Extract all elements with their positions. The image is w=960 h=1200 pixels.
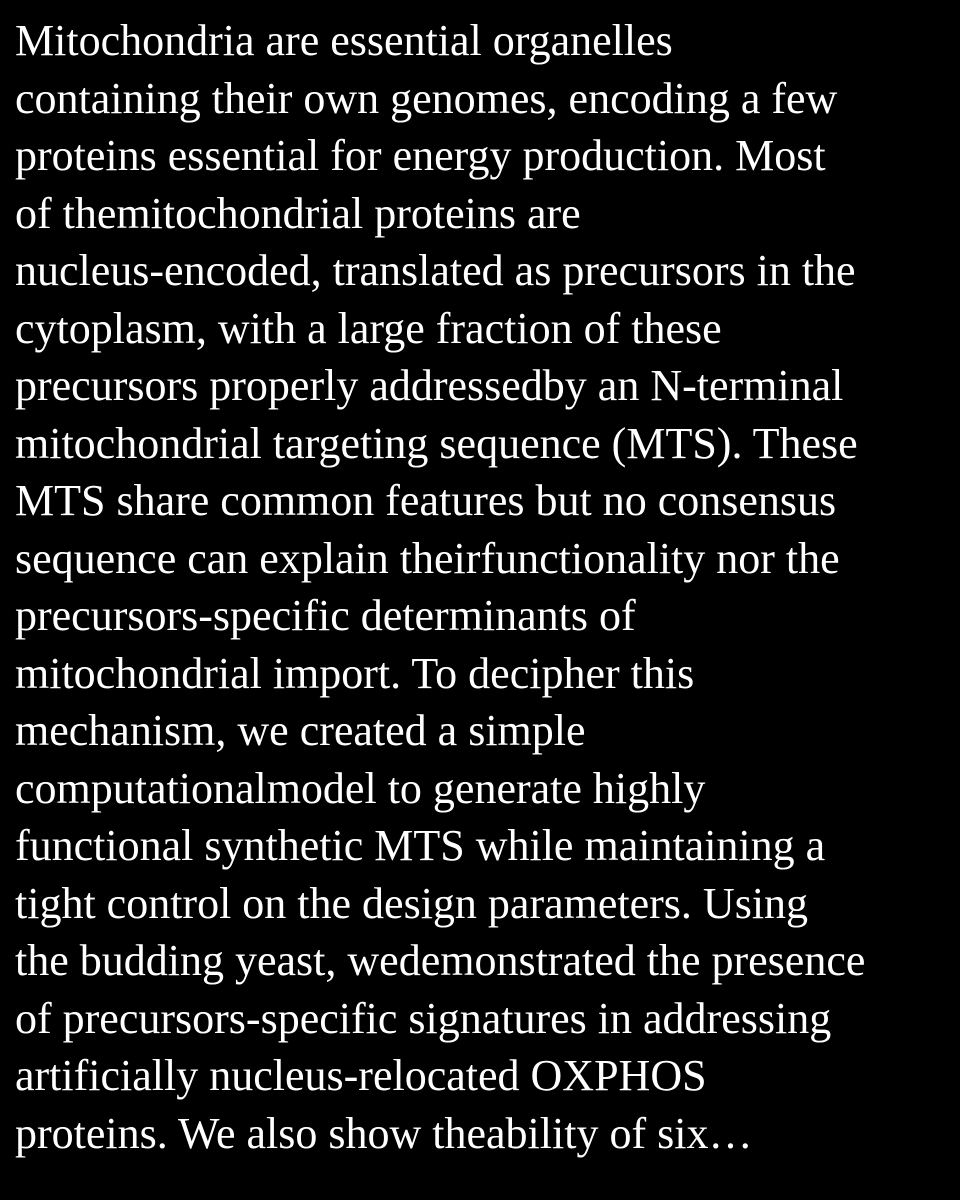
abstract-line: functional synthetic MTS while maintaining a — [15, 821, 826, 870]
abstract-line: mitochondrial import. To decipher this — [15, 648, 695, 698]
abstract-line: cytoplasm, with a large fraction of these — [15, 303, 722, 353]
abstract-line: proteins essential for energy production. Most — [15, 131, 826, 180]
abstract-line: proteins. We also show theability of six… — [15, 1108, 753, 1158]
abstract-line: computationalmodel to generate highly — [15, 763, 706, 813]
abstract-line: tight control on the design parameters. Using — [15, 878, 809, 928]
abstract-line: of themitochondrial proteins are — [15, 188, 581, 238]
abstract-line: the budding yeast, wedemonstrated the presence — [15, 936, 866, 985]
abstract-line: nucleus-encoded, translated as precursors in the — [15, 246, 856, 295]
abstract-line: mechanism, we created a simple — [15, 706, 586, 755]
abstract-line: sequence can explain theirfunctionality nor the — [15, 533, 840, 583]
abstract-line: mitochondrial targeting sequence (MTS). These — [15, 418, 858, 468]
abstract-line: precursors properly addressedby an N-terminal — [15, 361, 844, 410]
abstract-line: containing their own genomes, encoding a few — [15, 73, 838, 123]
abstract-line: of precursors-specific signatures in addressing — [15, 993, 832, 1043]
abstract-text — [15, 12, 950, 1162]
abstract-line: Mitochondria are essential organelles — [15, 16, 673, 65]
abstract-line: artificially nucleus-relocated OXPHOS — [15, 1051, 707, 1100]
abstract-line: MTS share common features but no consensus — [15, 476, 837, 525]
abstract-line: precursors-specific determinants of — [15, 591, 636, 640]
